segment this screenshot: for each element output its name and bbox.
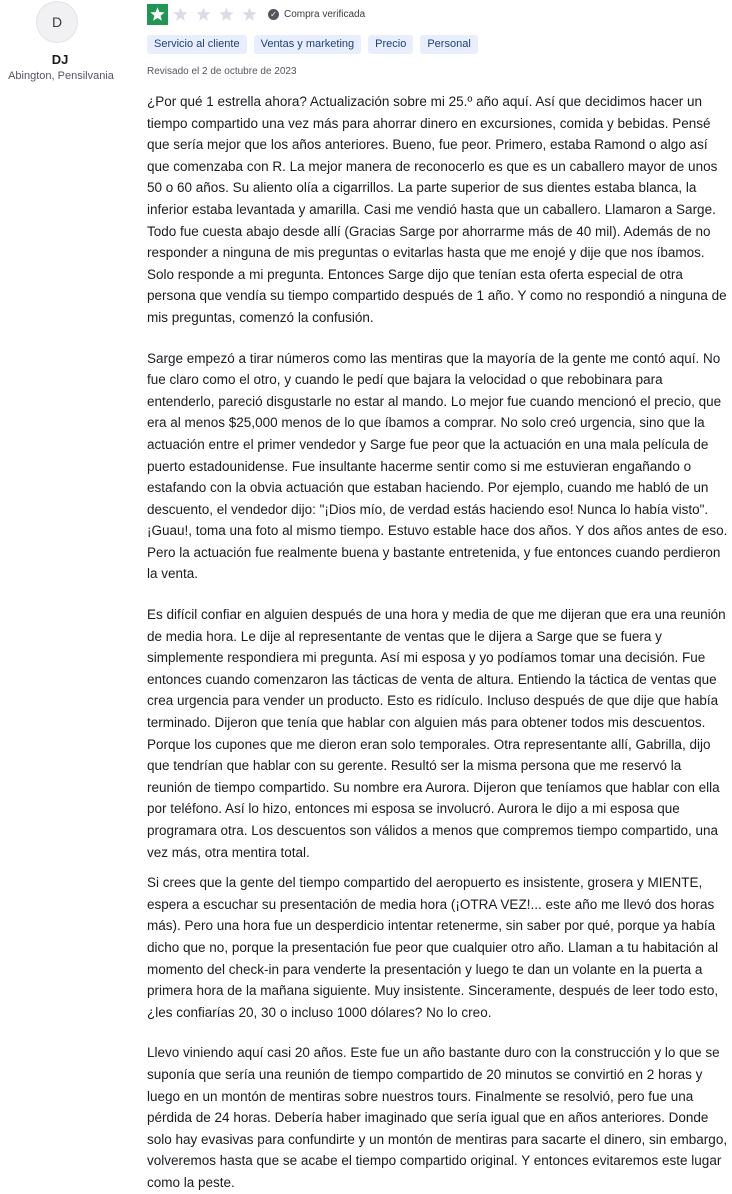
checkmark-icon: ✓ (268, 9, 279, 20)
star-empty-icon (170, 4, 191, 25)
review-paragraph: ¿Por qué 1 estrella ahora? Actualización sobre mi 25.º año aquí. Así que decidimos hacer un tiempo compartido una vez más para ahorrar dinero en excursiones, comida y bebidas. Pensé que sería mejor que los años anteriores. Bueno, fue peor. Primero, estaba Ramond o algo así que comenzaba con R. La mejor manera de reconocerlo es que es un caballero mayor de unos 50 o 60 años. Su aliento olía a cigarrillos. La parte superior de sus dientes estaba blanca, la inferior estaba levantada y amarilla. Casi me vendió hasta que un caballero. Llamaron a Sarge. Todo fue cuesta abajo desde allí (Gracias Sarge por ahorrarme más de 40 mil). Además de no responder a ninguna de mis preguntas o evitarlas hasta que me enojé y dije que nos íbamos. Solo responde a mi pregunta. Entonces Sarge dijo que tenían esta oferta especial de otra persona que vendía su tiempo compartido después de 1 año. Y como no respondió a ninguna de mis preguntas, comenzó la confusión. (147, 94, 727, 325)
review-date: Revisado el 2 de octubre de 2023 (147, 66, 297, 77)
tag-servicio-al-cliente[interactable]: Servicio al cliente (147, 35, 247, 54)
verified-badge (268, 9, 365, 20)
tag-ventas-y-marketing[interactable]: Ventas y marketing (254, 35, 362, 54)
tag-precio[interactable]: Precio (368, 35, 413, 54)
avatar-initial: D (51, 14, 63, 30)
star-empty-icon (193, 4, 214, 25)
star-empty-icon (239, 4, 260, 25)
star-rating (147, 4, 262, 25)
verified-label: Compra verificada (284, 9, 366, 20)
topic-tags (147, 35, 485, 54)
review-paragraph: Llevo viniendo aquí casi 20 años. Este fue un año bastante duro con la construcción y lo que se suponía que sería una reunión de tiempo compartido de 20 minutos se convirtió en 2 horas y luego en un montón de mentiras sobre nuestros tours. Finalmente se resolvió, pero fue una pérdida de 24 horas. Debería haber imaginado que sería igual que en años anteriores. Donde solo hay evasivas para confundirte y un montón de mentiras para sacarte el dinero, sin embargo, volveremos hasta que se acabe el tiempo compartido original. Y entonces evitaremos este lugar como la peste. (147, 1045, 728, 1190)
avatar[interactable] (36, 1, 78, 43)
reviewer-name[interactable]: DJ (51, 52, 69, 67)
tag-personal[interactable]: Personal (420, 35, 477, 54)
review-paragraph: Sarge empezó a tirar números como las mentiras que la mayoría de la gente me contó aquí. No fue claro como el otro, y cuando le pedí que bajara la velocidad o que rebobinara para entenderlo, pareció disgustarle no estar al mando. Lo mejor fue cuando mencionó el precio, que era al menos $25,000 menos de lo que íbamos a comprar. No solo creó urgencia, sino que la actuación entre el primer vendedor y Sarge fue peor que la actuación en una mala película de puerto estadounidense. Fue insultante hacerme sentir como si me estuvieran engañando o estafando con la obvia actuación que estaban haciendo. Por ejemplo, cuando me habló de un descuento, el vendedor dijo: "¡Dios mío, de verdad estás haciendo eso! Nunca lo había visto". ¡Guau!, toma una foto al mismo tiempo. Estuvo estable hace dos años. Y dos años antes de eso. Pero la actuación fue realmente buena y bastante entretenida, y fue entonces cuando perdieron la venta. (147, 350, 728, 582)
rating-row (147, 4, 365, 25)
review-paragraph: Si crees que la gente del tiempo compartido del aeropuerto es insistente, grosera y MIENTE, espera a escuchar su presentación de media hora (¡OTRA VEZ!... este año me llevó dos horas más). Pero una hora fue un desperdicio intentar retenerme, sin saber por qué, porque ya había dicho que no, porque la presentación fue peor que cualquier otro año. Llaman a tu habitación al momento del check-in para venderte la presentación y luego te dan un volante en la puerta a primera hora de la mañana siguiente. Muy insistente. Sinceramente, después de leer todo esto, ¿les confiarías 20, 30 o incluso 1000 dólares? No lo creo. (147, 875, 719, 1020)
star-filled-icon (147, 4, 168, 25)
review-paragraph: Es difícil confiar en alguien después de una hora y media de que me dijeran que era una reunión de media hora. Le dije al representante de ventas que le dijera a Sarge que se fuera y simplemente respondiera mi pregunta. Así mi esposa y yo podíamos tomar una decisión. Fue entonces cuando comenzaron las tácticas de venta de altura. Entiendo la táctica de ventas que crea urgencia para vender un producto. Esto es ridículo. Incluso después de que dije que había terminado. Dijeron que tenía que hablar con alguien más para obtener todos mis descuentos. Porque los cupones que me dieron eran solo temporales. Otra representante allí, Gabrilla, dijo que tendrían que hablar con su gerente. Resultó ser la misma persona que me reservó la reunión de tiempo compartido. Su nombre era Aurora. Dijeron que teníamos que hablar con ella por teléfono. Así lo hizo, entonces mi esposa se involucró. Aurora le dijo a mi esposa que programara otra. Los descuentos son válidos a menos que compremos tiempo compartido, una vez más, otra mentira total. (147, 607, 726, 860)
review-body (147, 91, 729, 1194)
star-empty-icon (216, 4, 237, 25)
reviewer-location: Abington, Pensilvania (8, 70, 114, 82)
